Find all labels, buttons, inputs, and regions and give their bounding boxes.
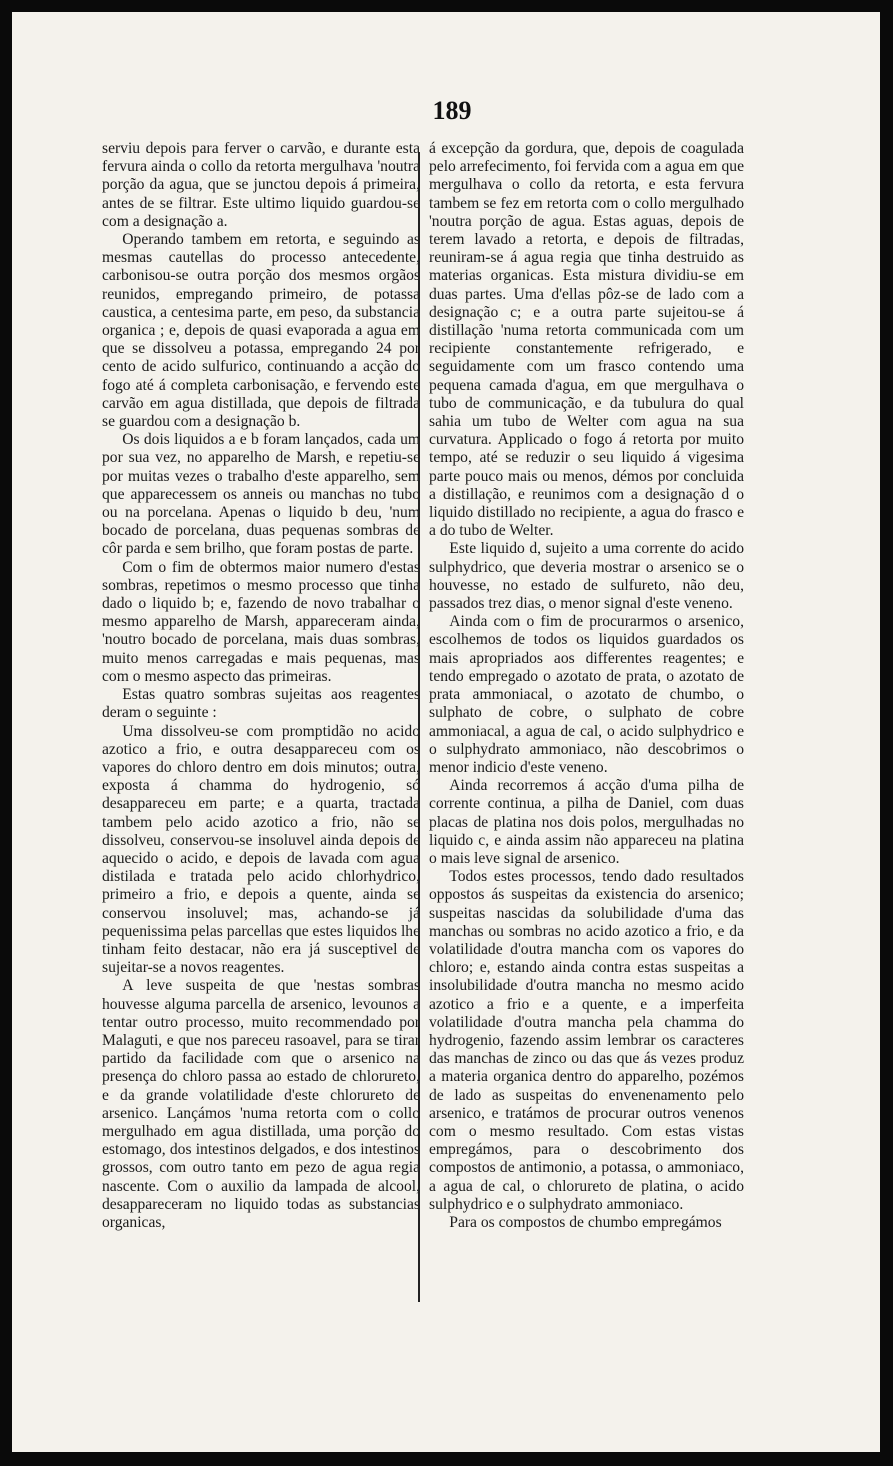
paragraph: serviu depois para ferver o carvão, e durante esta fervura ainda o collo da retorta mergulhava 'noutra porção da agua, que se junctou depois á primeira, antes de se filtrar. Este ultimo liquido guardou-se com a designação a. (102, 140, 420, 230)
page-number: 189 (432, 96, 472, 125)
paragraph: Ainda recorremos á acção d'uma pilha de corrente continua, a pilha de Daniel, com duas placas de platina nos dois polos, mergulhadas no liquido c, e ainda assim não appareceu na platina o mais leve signal de arsenico. (429, 777, 744, 867)
paragraph: Estas quatro sombras sujeitas aos reagentes deram o seguinte : (102, 686, 420, 722)
paragraph: Os dois liquidos a e b foram lançados, cada um por sua vez, no apparelho de Marsh, e repetiu-se por muitas vezes o trabalho d'este apparelho, sem que apparecessem os anneis ou manchas no tubo ou na porcelana. Apenas o liquido b deu, 'num bocado de porcelana, duas pequenas sombras de côr parda e sem brilho, que foram postas de parte. (102, 431, 420, 558)
paragraph: Ainda com o fim de procurarmos o arsenico, escolhemos de todos os liquidos guardados os mais apropriados aos differentes reagentes; e tendo empregado o azotato de prata, o azotato de prata ammoniacal, o azotato de chumbo, o sulphato de cobre, o sulphato de cobre ammoniacal, a agua de cal, o acido sulphydrico e o sulphydrato ammoniaco, não descobrimos o menor indicio d'este veneno. (429, 613, 744, 776)
paragraph: Operando tambem em retorta, e seguindo as mesmas cautellas do processo antecedente, carbonisou-se outra porção dos mesmos orgãos reunidos, empregando primeiro, de potassa caustica, a centesima parte, em peso, da substancia organica ; e, depois de quasi evaporada a agua em que se dissolveu a potassa, empregando 24 por cento de acido sulfurico, continuando a acção do fogo até á completa carbonisação, e fervendo este carvão em agua distillada, que depois de filtrada se guardou com a designação b. (102, 231, 420, 431)
book-page (12, 12, 880, 1452)
paragraph: á excepção da gordura, que, depois de coagulada pelo arrefecimento, foi fervida com a agua em que mergulhava o collo da retorta, e esta fervura tambem se fez em retorta com o collo mergulhado 'noutra porção de agua. Estas aguas, depois de terem lavado a retorta, e depois de filtradas, reuniram-se á agua regia que tinha destruido as materias organicas. Esta mistura dividiu-se em duas partes. Uma d'ellas pôz-se de lado com a designação c; e a outra parte sujeitou-se á distillação 'numa retorta communicada com um recipiente constantemente refrigerado, e seguidamente com um frasco contendo uma pequena camada d'agua, em que mergulhava o tubo de communicação, e da tubulura do qual sahia um tubo de Welter com agua na sua curvatura. Applicado o fogo á retorta por muito tempo, até se reduzir o seu liquido á vigesima parte pouco mais ou menos, démos por concluida a distillação, e reunimos com a designação d o liquido distillado no recipiente, a agua do frasco e a do tubo de Welter. (429, 140, 744, 540)
paragraph: Com o fim de obtermos maior numero d'estas sombras, repetimos o mesmo processo que tinha dado o liquido b; e, fazendo de novo trabalhar o mesmo apparelho de Marsh, appareceram ainda, 'noutro bocado de porcelana, mais duas sombras, muito menos carregadas e mais pequenas, mas com o mesmo aspecto das primeiras. (102, 558, 420, 685)
paragraph: Este liquido d, sujeito a uma corrente do acido sulphydrico, que deveria mostrar o arsenico se o houvesse, no estado de sulfureto, não deu, passados trez dias, o menor signal d'este veneno. (429, 540, 744, 613)
paragraph: Uma dissolveu-se com promptidão no acido azotico a frio, e outra desappareceu com os vapores do chloro dentro em dois minutos; outra, exposta á chamma do hydrogenio, só desappareceu em parte; e a quarta, tractada tambem pelo acido azotico a frio, não se dissolveu, conservou-se insoluvel ainda depois de aquecido o acido, e depois de lavada com agua distilada e tratada pelo acido chlorhydrico, primeiro a frio, e depois a quente, ainda se conservou insoluvel; mas, achando-se já pequenissima pelas parcellas que estes liquidos lhe tinham feito destacar, não era já susceptivel de sujeitar-se a novos reagentes. (102, 722, 420, 977)
left-column (102, 140, 420, 1232)
paragraph: Todos estes processos, tendo dado resultados oppostos ás suspeitas da existencia do arsenico; suspeitas nascidas da solubilidade d'uma das manchas ou sombras no acido azotico a frio, e da volatilidade d'outra mancha com os vapores do chloro; e, estando ainda contra estas suspeitas a insolubilidade d'outra mancha no mesmo acido azotico a frio e a quente, e a imperfeita volatilidade d'outra mancha pela chamma do hydrogenio, fazendo assim lembrar os caracteres das manchas de zinco ou das que ás vezes produz a materia organica dentro do apparelho, pozémos de lado as suspeitas do envenenamento pelo arsenico, e tratámos de procurar outros venenos com o mesmo resultado. Com estas vistas empregámos, para o descobrimento dos compostos de antimonio, a potassa, o ammoniaco, a agua de cal, o chlorureto de platina, o acido sulphydrico e o sulphydrato ammoniaco. (429, 868, 744, 1213)
paragraph: A leve suspeita de que 'nestas sombras houvesse alguma parcella de arsenico, levounos a tentar outro processo, muito recommendado por Malaguti, e que nos pareceu rasoavel, para se tirar partido da facilidade com que o arsenico na presença do chloro passa ao estado de chlorureto, e da grande volatilidade d'este chlorureto de arsenico. Lançámos 'numa retorta com o collo mergulhado em agua distillada, uma porção do estomago, dos intestinos delgados, e dos intestinos grossos, com outro tanto em pezo de agua regia nascente. Com o auxilio da lampada de alcool, desappareceram no liquido todas as substancias organicas, (102, 977, 420, 1231)
right-column (429, 140, 744, 1232)
column-divider (418, 152, 420, 1302)
paragraph: Para os compostos de chumbo empregámos (449, 1213, 722, 1231)
